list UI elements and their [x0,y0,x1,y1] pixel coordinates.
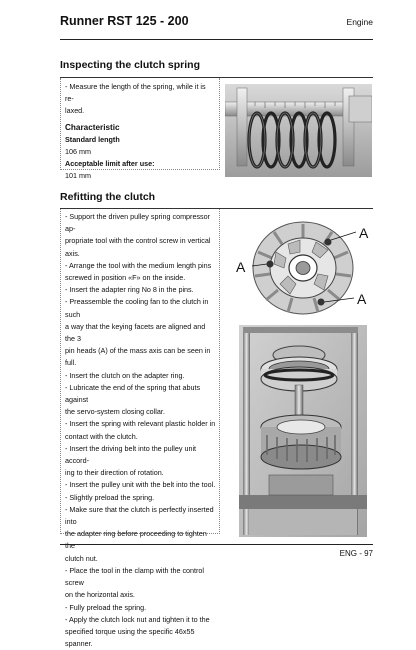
pin-label-a: A [357,291,367,307]
instruction-line: propriate tool with the control screw in vertical axis. [65,236,211,258]
document-title: Runner RST 125 - 200 [60,14,189,28]
instruction-line: clutch nut. [65,553,98,563]
section-title-inspecting: Inspecting the clutch spring [60,59,201,71]
header-divider [60,39,373,40]
instruction-line: - Lubricate the end of the spring that abuts against [65,382,201,405]
instruction-line: - Arrange the tool with the medium length pins [65,260,212,270]
inspecting-text-box [60,78,220,181]
instruction-line: - Insert the pulley unit with the belt into the tool. [65,480,216,490]
instruction-line: - Place the tool in the clamp with the control screw [65,565,205,588]
instruction-line: the adapter ring before proceeding to tighten the [65,529,207,551]
instruction-line: specified torque using the specific 46x55 spanner. [65,626,195,649]
spring-caliper-photo [225,84,372,177]
instruction-line: contact with the clutch. [65,431,138,441]
clutch-fan-figure [228,214,378,319]
section-name: Engine [346,17,373,27]
acceptable-limit-value: 101 mm [65,171,91,181]
page-number: ENG - 97 [339,549,373,558]
instruction-line: pin heads (A) of the mass axis can be seen in full. [65,346,211,368]
pin-label-a: A [359,225,369,241]
spring-caliper-image [225,84,372,177]
instruction-line: - Insert the driving belt into the pulley unit accord- [65,443,197,466]
section-title-refitting: Refitting the clutch [60,191,156,203]
instruction-line: - Insert the adapter ring No 8 in the pins. [65,285,194,295]
instruction-line: - Preassemble the cooling fan to the clutch in such [65,297,209,319]
instruction-line: - Support the driven pulley spring compressor ap- [65,212,211,234]
instruction-line: laxed. [65,106,85,116]
acceptable-limit-label: Acceptable limit after use: [65,159,155,169]
instruction-line: screwed in position «F» on the inside. [65,273,186,283]
instruction-line: ing to their direction of rotation. [65,468,164,478]
clutch-tool-image [239,325,367,537]
footer-divider [60,544,373,545]
standard-length-value: 106 mm [65,146,91,156]
clutch-tool-photo [239,325,367,537]
instruction-line: - Apply the clutch lock nut and tighten it to the [65,614,210,624]
instruction-line: - Insert the spring with relevant plastic holder in [65,419,216,429]
pin-label-a: A [236,259,246,275]
instruction-line: a way that the keying facets are aligned and the 3 [65,321,206,344]
instruction-line: - Make sure that the clutch is perfectly inserted into [65,504,214,527]
instruction-line: - Slightly preload the spring. [65,492,155,502]
clutch-fan-drawing [228,214,378,319]
instruction-line: the servo-system closing collar. [65,407,165,417]
standard-length-label: Standard length [65,134,120,144]
instruction-line: - Fully preload the spring. [65,602,147,612]
instruction-line: - Measure the length of the spring, while it is re- [65,82,206,104]
instruction-line: - Insert the clutch on the adapter ring. [65,370,185,380]
instruction-line: on the horizontal axis. [65,590,135,600]
characteristic-heading: Characteristic [65,122,120,132]
refitting-text-box [60,209,220,649]
